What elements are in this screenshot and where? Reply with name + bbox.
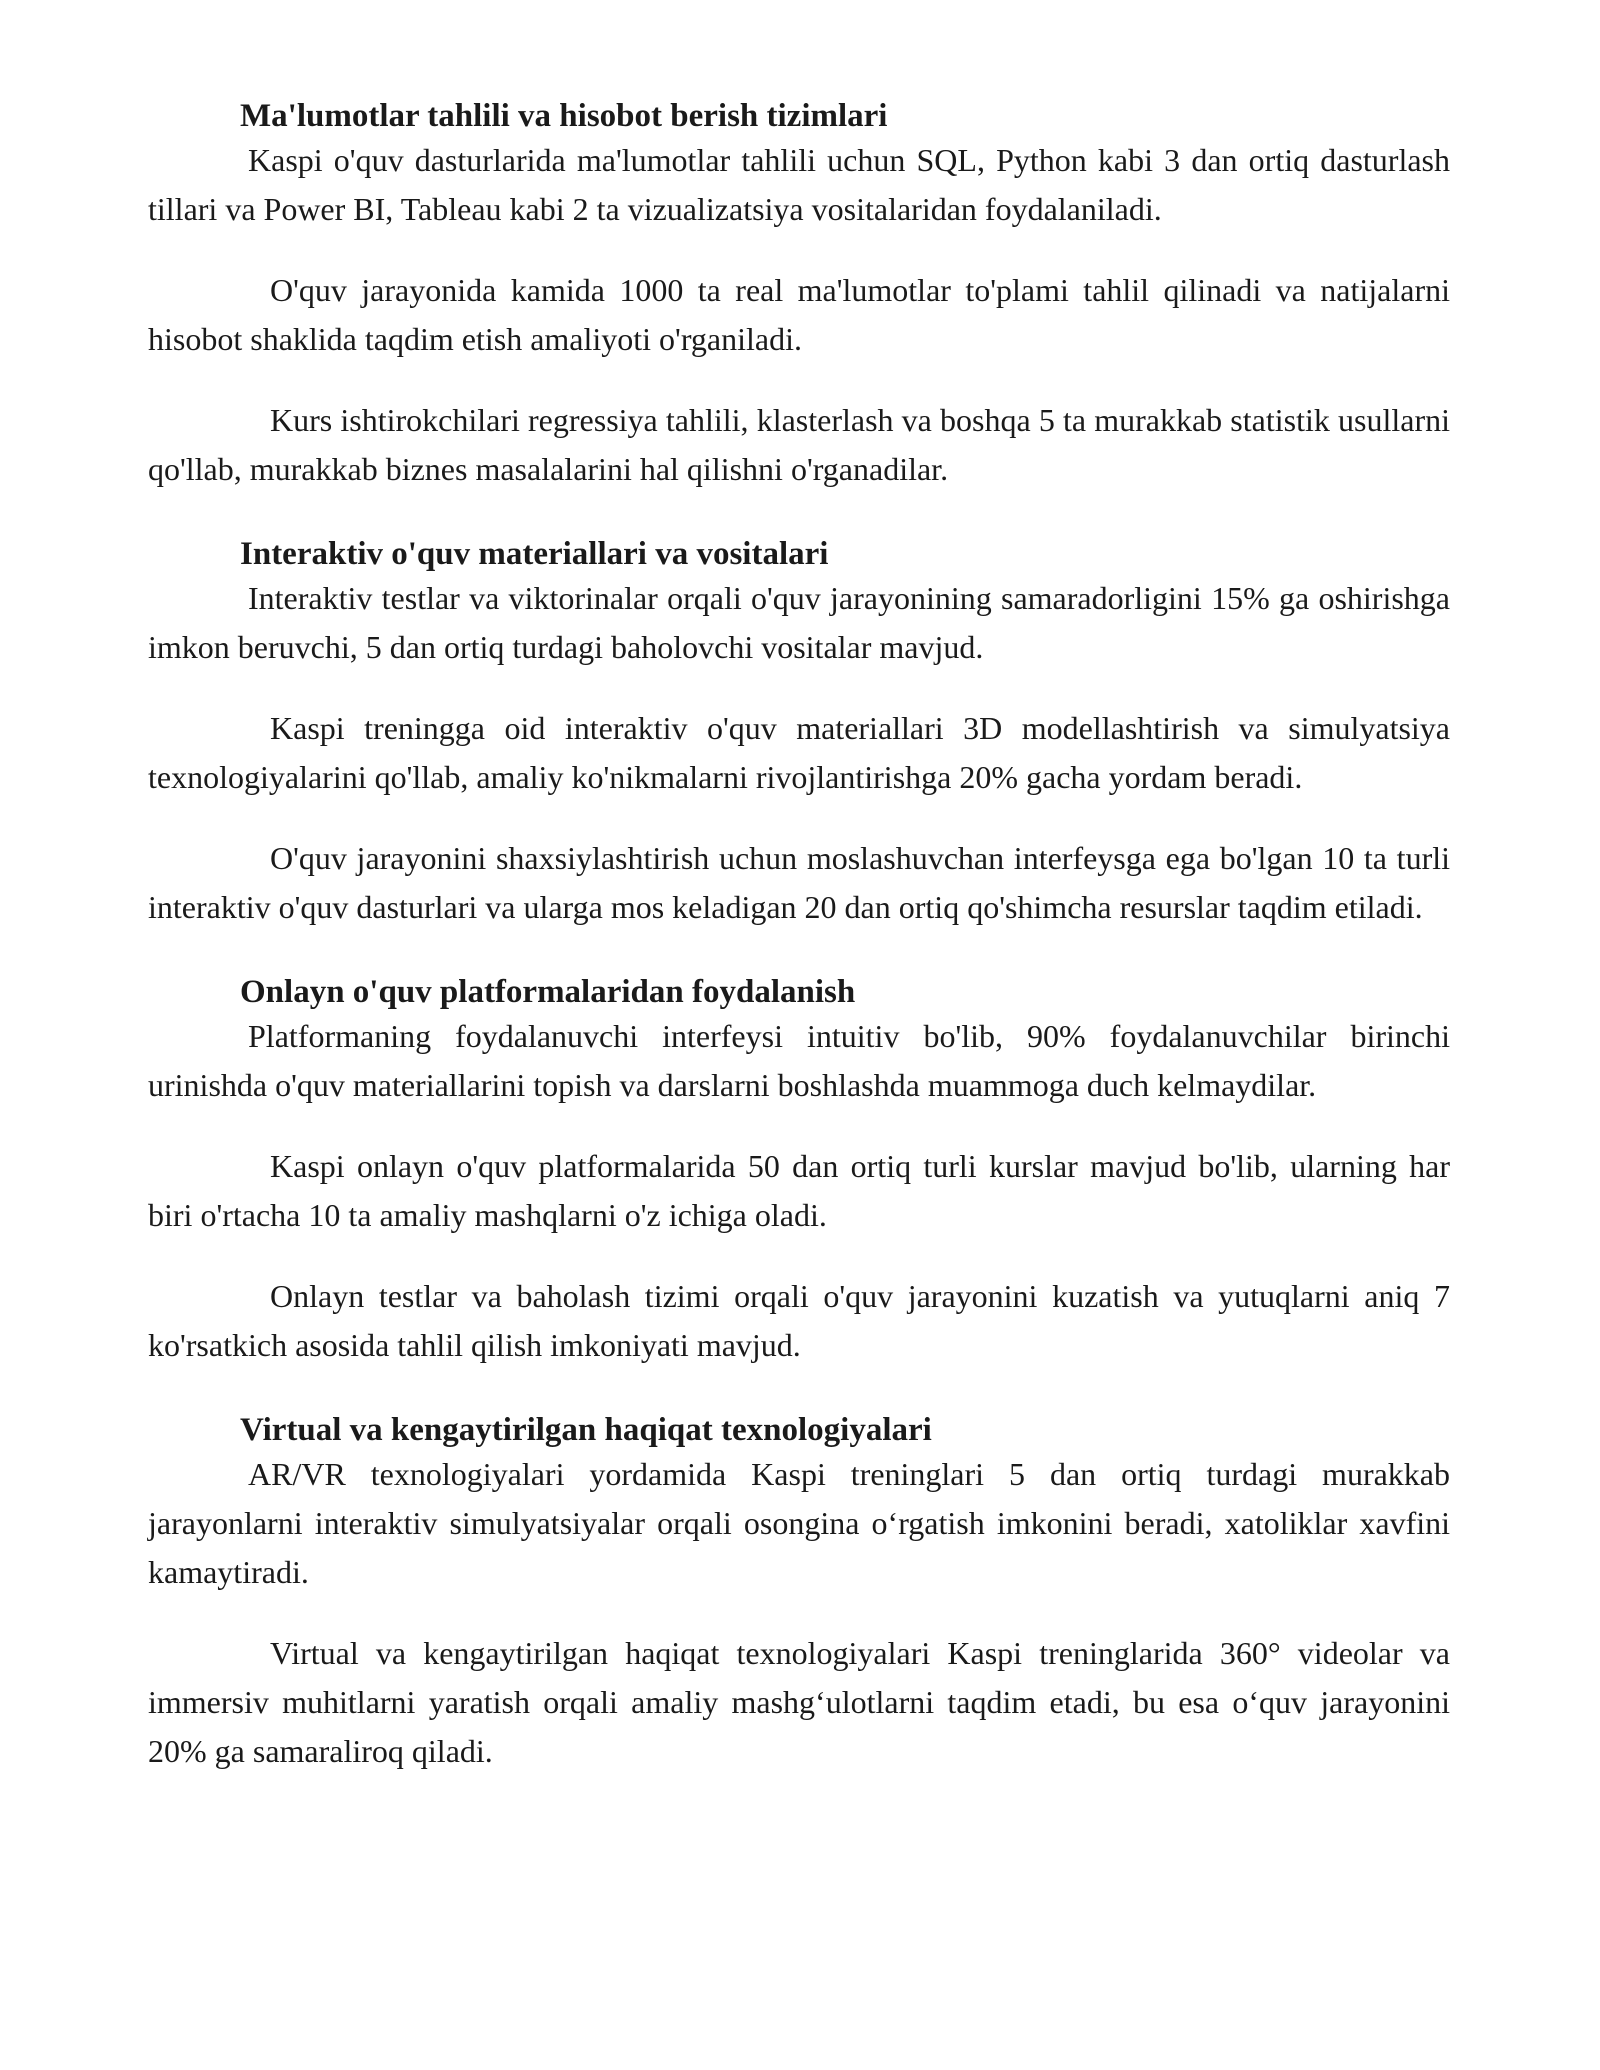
section-heading: Virtual va kengaytirilgan haqiqat texnologiyalari (240, 1412, 932, 1448)
document-body (148, 96, 1450, 1776)
section-heading: Onlayn o'quv platformalaridan foydalanish (240, 974, 856, 1010)
paragraph: O'quv jarayonida kamida 1000 ta real ma'lumotlar to'plami tahlil qilinadi va natijalarni hisobot shaklida taqdim etish amaliyoti o'rganiladi. (148, 272, 1450, 357)
section-online-platforms (148, 972, 1450, 1370)
section-heading: Ma'lumotlar tahlili va hisobot berish tizimlari (240, 98, 888, 134)
section-interactive-materials (148, 534, 1450, 932)
paragraph: Onlayn testlar va baholash tizimi orqali o'quv jarayonini kuzatish va yutuqlarni aniq 7 ko'rsatkich asosida tahlil qilish imkoniyati mavjud. (148, 1278, 1450, 1363)
section-data-analysis (148, 96, 1450, 494)
section-heading: Interaktiv o'quv materiallari va vositalari (240, 536, 829, 572)
paragraph: Interaktiv testlar va viktorinalar orqali o'quv jarayonining samaradorligini 15% ga oshirishga imkon beruvchi, 5 dan ortiq turdagi baholovchi vositalar mavjud. (148, 580, 1450, 665)
paragraph: O'quv jarayonini shaxsiylashtirish uchun moslashuvchan interfeysga ega bo'lgan 10 ta turli interaktiv o'quv dasturlari va ularga mos keladigan 20 dan ortiq qo'shimcha resurslar taqdim etiladi. (148, 840, 1450, 925)
paragraph: Kaspi o'quv dasturlarida ma'lumotlar tahlili uchun SQL, Python kabi 3 dan ortiq dasturlash tillari va Power BI, Tableau kabi 2 ta vizualizatsiya vositalaridan foydalaniladi. (148, 142, 1450, 227)
section-virtual-reality (148, 1410, 1450, 1776)
paragraph: Virtual va kengaytirilgan haqiqat texnologiyalari Kaspi treninglarida 360° videolar va immersiv muhitlarni yaratish orqali amaliy mashg‘ulotlarni taqdim etadi, bu esa o‘quv jarayonini 20% ga samaraliroq qiladi. (148, 1635, 1450, 1769)
paragraph: Kaspi onlayn o'quv platformalarida 50 dan ortiq turli kurslar mavjud bo'lib, ularning har biri o'rtacha 10 ta amaliy mashqlarni o'z ichiga oladi. (148, 1148, 1450, 1233)
paragraph: AR/VR texnologiyalari yordamida Kaspi treninglari 5 dan ortiq turdagi murakkab jarayonlarni interaktiv simulyatsiyalar orqali osongina o‘rgatish imkonini beradi, xatoliklar xavfini kamaytiradi. (148, 1456, 1450, 1590)
paragraph: Kurs ishtirokchilari regressiya tahlili, klasterlash va boshqa 5 ta murakkab statistik usullarni qo'llab, murakkab biznes masalalarini hal qilishni o'rganadilar. (148, 402, 1450, 487)
paragraph: Kaspi treningga oid interaktiv o'quv materiallari 3D modellashtirish va simulyatsiya texnologiyalarini qo'llab, amaliy ko'nikmalarni rivojlantirishga 20% gacha yordam beradi. (148, 710, 1450, 795)
paragraph: Platformaning foydalanuvchi interfeysi intuitiv bo'lib, 90% foydalanuvchilar birinchi urinishda o'quv materiallarini topish va darslarni boshlashda muammoga duch kelmaydilar. (148, 1018, 1450, 1103)
